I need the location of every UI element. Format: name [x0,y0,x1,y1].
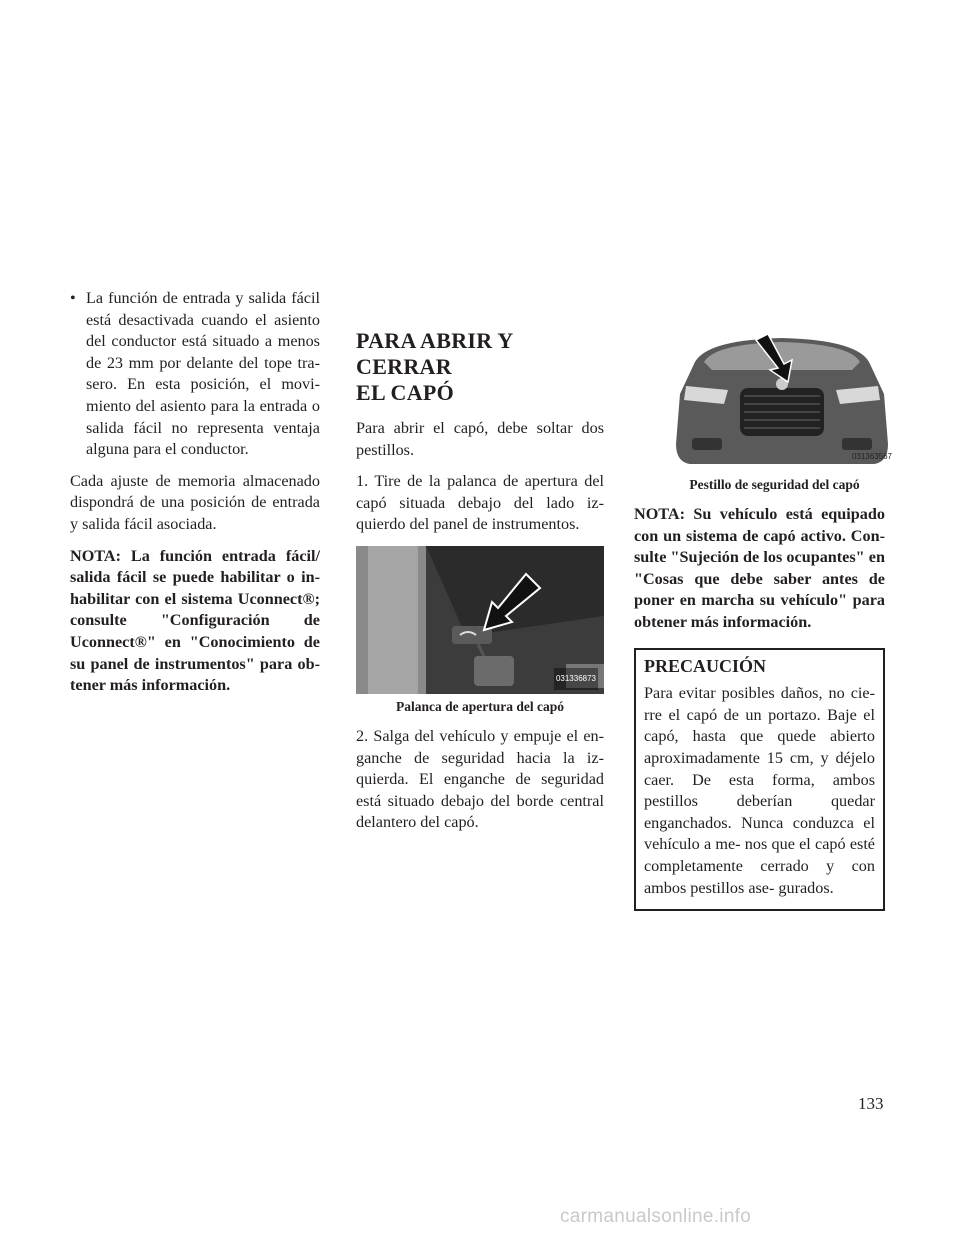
intro-paragraph: Para abrir el capó, debe soltar dos pestillos. [356,419,604,459]
caution-title: PRECAUCIÓN [644,655,767,676]
caution-box [634,648,885,912]
figure-caption: Pestillo de seguridad del capó [689,477,860,492]
right-column [634,334,892,911]
middle-column [356,288,604,844]
step-1: 1. Tire de la palanca de apertura del capó situada debajo del lado iz- quierdo del panel de instrumentos. [356,472,604,534]
bullet-dot: • [70,289,76,307]
heading-line-1: PARA ABRIR Y CERRAR [356,328,513,379]
hood-safety-latch-photo [664,334,900,472]
bullet-text: La función de entrada y salida fácil está desactivada cuando el asiento del conductor está situado a menos de 23 mm por delante del tope tra- sero. En esta posición, el movi- miento del asiento para la entrada o salida fácil no representa ventaja alguna para el conductor. [86,289,320,459]
watermark: carmanualsonline.info [560,1206,752,1227]
bullet-item [70,288,320,461]
easy-entry-note: NOTA: La función entrada fácil/ salida fácil se puede habilitar o in- habilitar con el sistema Uconnect®; consulte "Configuración de Uconnect®" en "Conocimiento de su panel de instrumentos" para ob- tener más información. [70,546,320,695]
hood-release-lever-photo [356,546,604,694]
caution-text: Para evitar posibles daños, no cie- rre el capó de un portazo. Baje el capó, hasta que quede abierto aproximadamente 15 cm, y déjelo caer. De esta forma, ambos pestillos deberían quedar enganchados. Nunca conduzca el vehículo a me- nos que el capó esté completamente cerrado y con ambos pestillos ase- gurados. [644,684,875,897]
heading-line-2: EL CAPÓ [356,380,455,405]
figure-code: 031336873 [554,668,598,690]
active-hood-note: NOTA: Su vehículo está equipado con un sistema de capó activo. Con- sulte "Sujeción de los ocupantes" en "Cosas que debe saber antes de poner en marcha su vehículo" para obtener más información. [634,505,885,631]
memory-paragraph: Cada ajuste de memoria almacenado dispondrá de una posición de entrada y salida fácil asociada. [70,471,320,533]
page-number: 133 [858,1094,884,1113]
step-2: 2. Salga del vehículo y empuje el en- ganche de seguridad hacia la iz- quierda. El enganche de seguridad está situado debajo del borde central delantero del capó. [356,726,604,832]
figure-caption: Palanca de apertura del capó [396,698,564,714]
section-heading [356,328,604,406]
figure-code: 031363567 [851,452,892,462]
left-column [70,288,320,707]
